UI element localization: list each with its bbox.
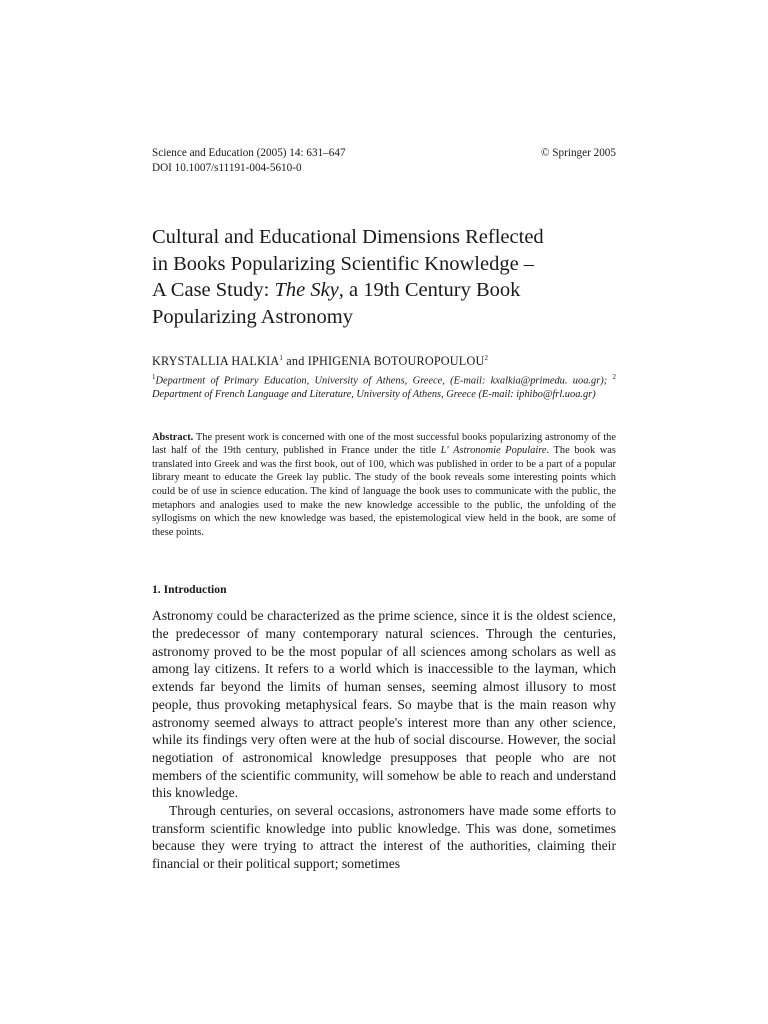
copyright-notice: © Springer 2005: [541, 147, 616, 159]
doi: DOI 10.1007/s11191-004-5610-0: [152, 161, 302, 174]
abstract-text: The present work is concerned with one of the most successful books popularizing astronomy of the last half of the 19th century, published in France under the title: [152, 431, 616, 457]
affiliation-marker: 2: [484, 354, 489, 362]
title-line: Cultural and Educational Dimensions Reflected: [152, 226, 544, 248]
affiliation-marker: 2: [612, 373, 616, 382]
paragraph: Astronomy could be characterized as the prime science, since it is the oldest science, the predecessor of many contemporary natural sciences. Through the centuries, astronomy proved to be the most popular of all sciences among scholars as well as among lay citizens. It refers to a world which is inaccessible to the layman, which extends far beyond the limits of human senses, seeming almost illusory to most people, thus provoking metaphysical fears. So maybe that is the main reason why astronomy seemed always to attract people's interest more than any other science, while its findings very often were at the hub of social discourse. However, the social negotiation of astronomical knowledge presupposes that people who are not members of the scientific community, will somehow be able to reach and understand this knowledge.: [152, 608, 616, 801]
title-line: [152, 277, 616, 304]
affiliations: [152, 371, 616, 401]
affiliation-marker: 1: [279, 354, 284, 362]
title-line: Popularizing Astronomy: [152, 305, 354, 328]
abstract-text: . The book was translated into Greek and was the first book, out of 100, which was published in order to be a part of a popular library meant to educate the Greek lay public. The study of the book reveals some interesting points which could be of use in science education. The kind of language the book uses to communicate with the public, the metaphors and analogies used to make the new knowledge accessible to the public, the unfolding of the syllogisms on which the new knowledge was based, the epistemological view held in the book, are some of these points.: [152, 445, 616, 538]
section-body: [152, 607, 616, 873]
affiliation-1: Department of Primary Education, University of Athens, Greece, (E-mail: kxalkia@primedu. uoa.gr);: [155, 375, 613, 387]
author-name: KRYSTALLIA HALKIA: [152, 354, 280, 369]
running-header: [152, 146, 616, 175]
title-fragment: A Case Study:: [152, 279, 275, 301]
author-name: IPHIGENIA BOTOUROPOULOU: [307, 354, 485, 369]
title-line: in Books Popularizing Scientific Knowledge –: [152, 252, 535, 275]
section-heading: 1. Introduction: [152, 583, 227, 597]
title-fragment: , a 19th Century Book: [338, 279, 521, 301]
abstract: [152, 431, 616, 540]
abstract-book-title: L' Astronomie Populaire: [440, 445, 547, 457]
journal-citation: Science and Education (2005) 14: 631–647: [152, 147, 346, 159]
paper-page: [152, 146, 616, 873]
author-separator: and: [283, 354, 308, 369]
affiliation-2: Department of French Language and Literature, University of Athens, Greece (E-mail: iphibo@frl.uoa.gr): [152, 389, 596, 401]
author-list: [152, 351, 616, 369]
affiliation-marker: 1: [152, 373, 156, 382]
abstract-label: Abstract.: [152, 431, 194, 443]
paper-title: [152, 224, 616, 330]
title-book-name: The Sky: [274, 279, 339, 301]
paragraph: Through centuries, on several occasions, astronomers have made some efforts to transform scientific knowledge into public knowledge. This was done, sometimes because they were trying to attract the interest of the authorities, claiming their financial or their political support; sometimes: [152, 803, 616, 872]
